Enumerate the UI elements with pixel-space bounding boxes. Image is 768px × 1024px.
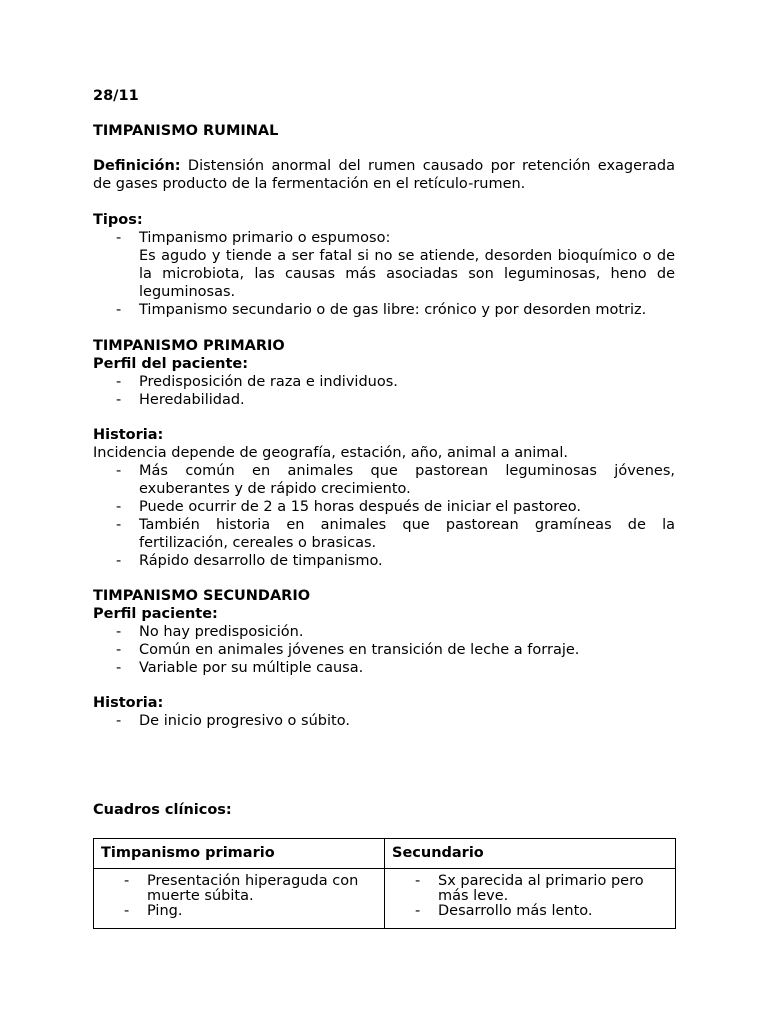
list-item: - Variable por su múltiple causa. xyxy=(93,659,675,677)
secondary-profile-list xyxy=(93,623,675,677)
types-list xyxy=(93,229,675,319)
definition-paragraph xyxy=(93,157,675,193)
table-header-row xyxy=(94,839,676,869)
list-item: - Ping. xyxy=(94,904,378,919)
table-cell-secondary xyxy=(385,869,676,929)
subsection-heading: Perfil del paciente: xyxy=(93,356,249,372)
list-item: - Timpanismo secundario o de gas libre: crónico y por desorden motriz. xyxy=(93,301,675,319)
history-intro: Incidencia depende de geografía, estación, año, animal a animal. xyxy=(93,445,568,461)
definition-text: Distensión anormal del rumen causado por retención exagerada de gases producto de la fermentación en el retículo-rumen. xyxy=(93,158,675,192)
subsection-heading: Historia: xyxy=(93,427,164,443)
secondary-history-list xyxy=(93,712,675,730)
clinical-heading: Cuadros clínicos: xyxy=(93,802,232,818)
list-item: - Presentación hiperaguda con muerte súbita. xyxy=(94,874,378,904)
primary-section xyxy=(93,337,675,409)
subsection-heading: Historia: xyxy=(93,695,164,711)
list-item: - Más común en animales que pastorean leguminosas jóvenes, exuberantes y de rápido crecimiento. xyxy=(93,462,675,498)
table-header-primary: Timpanismo primario xyxy=(94,839,385,869)
list-item: - También historia en animales que pastorean gramíneas de la fertilización, cereales o brasicas. xyxy=(93,516,675,552)
table-header-secondary: Secundario xyxy=(385,839,676,869)
date: 28/11 xyxy=(93,88,139,104)
primary-type-detail: Es agudo y tiende a ser fatal si no se atiende, desorden bioquímico o de la microbiota, las causas más asociadas son leguminosas, heno de leguminosas. xyxy=(139,248,675,300)
section-heading: TIMPANISMO SECUNDARIO xyxy=(93,588,311,604)
primary-profile-list xyxy=(93,373,675,409)
document-title: TIMPANISMO RUMINAL xyxy=(93,123,279,139)
list-item: - Predisposición de raza e individuos. xyxy=(93,373,675,391)
table-row xyxy=(94,869,676,929)
subsection-heading: Perfil paciente: xyxy=(93,606,218,622)
list-item: - Rápido desarrollo de timpanismo. xyxy=(93,552,675,570)
types-heading: Tipos: xyxy=(93,212,143,228)
section-heading: TIMPANISMO PRIMARIO xyxy=(93,338,285,354)
secondary-section xyxy=(93,587,675,677)
primary-history-list xyxy=(93,462,675,570)
secondary-history-section xyxy=(93,694,675,730)
list-item: - Común en animales jóvenes en transición de leche a forraje. xyxy=(93,641,675,659)
clinical-table xyxy=(93,838,676,929)
primary-history-section xyxy=(93,426,675,570)
types-section xyxy=(93,211,675,319)
list-item: - Timpanismo primario o espumoso: Es agudo y tiende a ser fatal si no se atiende, desorden bioquímico o de la microbiota, las causas más asociadas son leguminosas, heno de leguminosas. xyxy=(93,229,675,301)
list-item: - No hay predisposición. xyxy=(93,623,675,641)
list-item: - Sx parecida al primario pero más leve. xyxy=(385,874,669,904)
list-item: - Puede ocurrir de 2 a 15 horas después de iniciar el pastoreo. xyxy=(93,498,675,516)
list-item: - De inicio progresivo o súbito. xyxy=(93,712,675,730)
definition-label: Definición: xyxy=(93,158,181,174)
table-cell-primary xyxy=(94,869,385,929)
list-item: - Desarrollo más lento. xyxy=(385,904,669,919)
list-item: - Heredabilidad. xyxy=(93,391,675,409)
